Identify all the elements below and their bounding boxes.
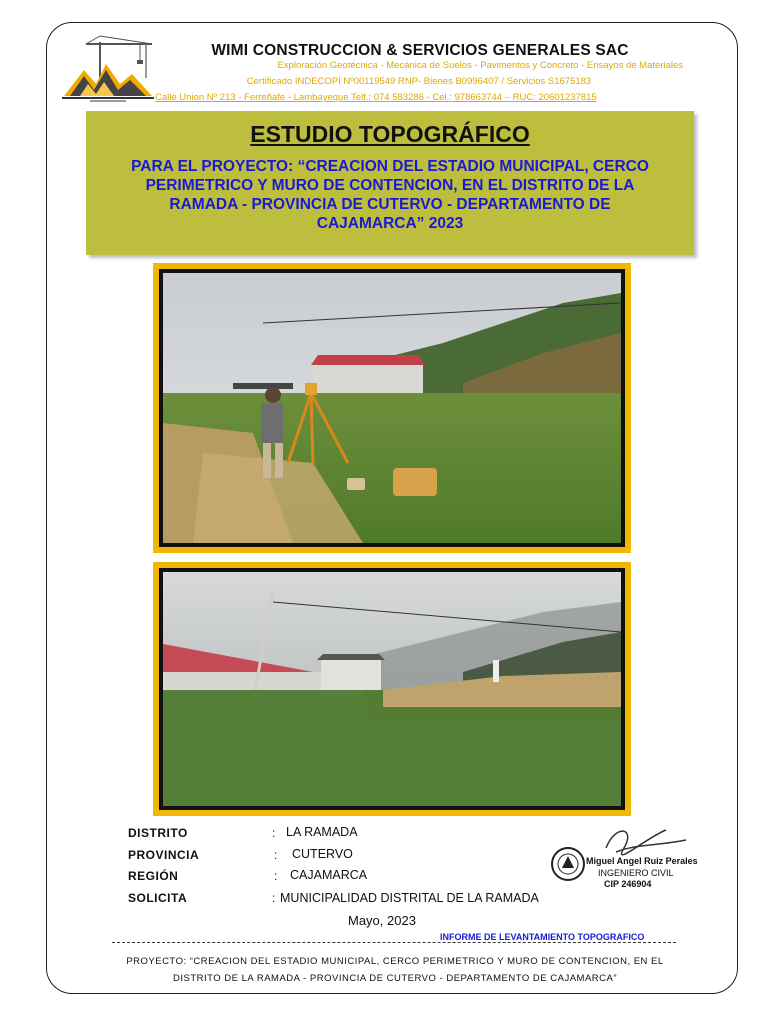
info-colon: : [272, 826, 276, 840]
info-label-solicita: SOLICITA [128, 891, 188, 905]
signature-name: Miguel Angel Ruiz Perales [586, 856, 698, 866]
signature-title: INGENIERO CIVIL [598, 868, 674, 878]
signature-cip: CIP 246904 [604, 879, 652, 889]
company-services: Exploración Geotécnica - Mecánica de Suelos - Pavimentos y Concreto - Ensayos de Materiales [277, 60, 683, 71]
info-value-distrito: LA RAMADA [286, 825, 358, 839]
survey-photo-2 [153, 562, 631, 816]
company-name: WIMI CONSTRUCCION & SERVICIOS GENERALES SAC [211, 42, 629, 59]
report-tag: INFORME DE LEVANTAMIENTO TOPOGRAFICO [440, 932, 645, 942]
document-date: Mayo, 2023 [348, 913, 416, 928]
footer [100, 953, 690, 987]
company-address: Calle Union Nº 213 - Ferreñafe - Lambayeque Telf.: 074 583286 - Cel.: 978663744 – RUC: 20601237815 [155, 92, 597, 103]
company-logo [60, 34, 156, 106]
info-value-provincia: CUTERVO [292, 847, 353, 861]
info-label-distrito: DISTRITO [128, 826, 188, 840]
footer-line-1: PROYECTO: “CREACION DEL ESTADIO MUNICIPAL, CERCO PERIMETRICO Y MURO DE CONTENCION, EN EL [126, 956, 664, 967]
info-label-provincia: PROVINCIA [128, 848, 200, 862]
document-title: ESTUDIO TOPOGRÁFICO [250, 121, 530, 147]
company-certificate: Certificado INDECOPI Nº00119549 RNP- Bienes B0996407 / Servicios S1675183 [246, 76, 592, 87]
info-label-region: REGIÓN [128, 869, 179, 883]
info-colon: : [274, 848, 278, 862]
engineer-signature [546, 818, 696, 898]
info-colon: : [274, 869, 278, 883]
project-subtitle: PARA EL PROYECTO: “CREACION DEL ESTADIO MUNICIPAL, CERCO PERIMETRICO Y MURO DE CONTENCION, EN EL DISTRITO DE LA RAMADA - PROVINCIA DE CUTERVO - DEPARTAMENTO DE CAJAMARCA” 2023 [131, 158, 649, 232]
info-value-solicita: MUNICIPALIDAD DISTRITAL DE LA RAMADA [280, 891, 539, 905]
survey-photo-1-image [163, 273, 621, 543]
divider [112, 942, 676, 943]
info-colon: : [272, 891, 276, 905]
survey-photo-1 [153, 263, 631, 553]
footer-line-2: DISTRITO DE LA RAMADA - PROVINCIA DE CUTERVO - DEPARTAMENTO DE CAJAMARCA” [172, 973, 617, 984]
title-band [86, 111, 694, 255]
info-value-region: CAJAMARCA [290, 868, 368, 882]
survey-photo-2-image [163, 572, 621, 806]
